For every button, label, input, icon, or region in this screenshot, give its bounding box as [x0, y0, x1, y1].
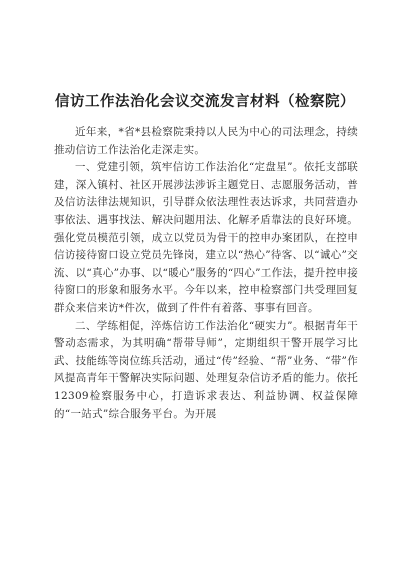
- paragraph-training: 二、学练相促，淬炼信访工作法治化“硬实力”。根据青年干警动态需求，为其明确“帮带导师”，定期组织干警开展学习比武、技能练等岗位练兵活动，通过“传”经验、“帮”业务、“带”作风提高青年干警解决实际问题、处理复杂信访矛盾的能力。依托12309检察服务中心，打造诉求表达、利益协调、权益保障的“一站式”综合服务平台。为开展: [54, 319, 359, 420]
- document-title: 信访工作法治化会议交流发言材料（检察院）: [55, 93, 355, 110]
- paragraph-party-building: 一、党建引领，筑牢信访工作法治化“定盘星”。依托支部联建，深入镇村、社区开展涉法涉诉主题党日、志愿服务活动，普及信访法律法规知识，引导群众依法理性表达诉求，共同营造办事依法、遇事找法、解决问题用法、化解矛盾靠法的良好环境。强化党员模范引领，成立以党员为骨干的控申办案团队，在控申信访接待窗口设立党员先锋岗，建立以“热心”待客、以“诚心”交流、以“真心”办事、以“暖心”服务的“四心”工作法，提升控申接待窗口的形象和服务水平。今年以来，控申检察部门共受理回复群众来信来访*件次，做到了件件有着落、事事有回音。: [54, 161, 359, 314]
- document-body: [54, 124, 358, 423]
- paragraph-intro: 近年来，*省*县检察院秉持以人民为中心的司法理念，持续推动信访工作法治化走深走实。: [54, 126, 358, 156]
